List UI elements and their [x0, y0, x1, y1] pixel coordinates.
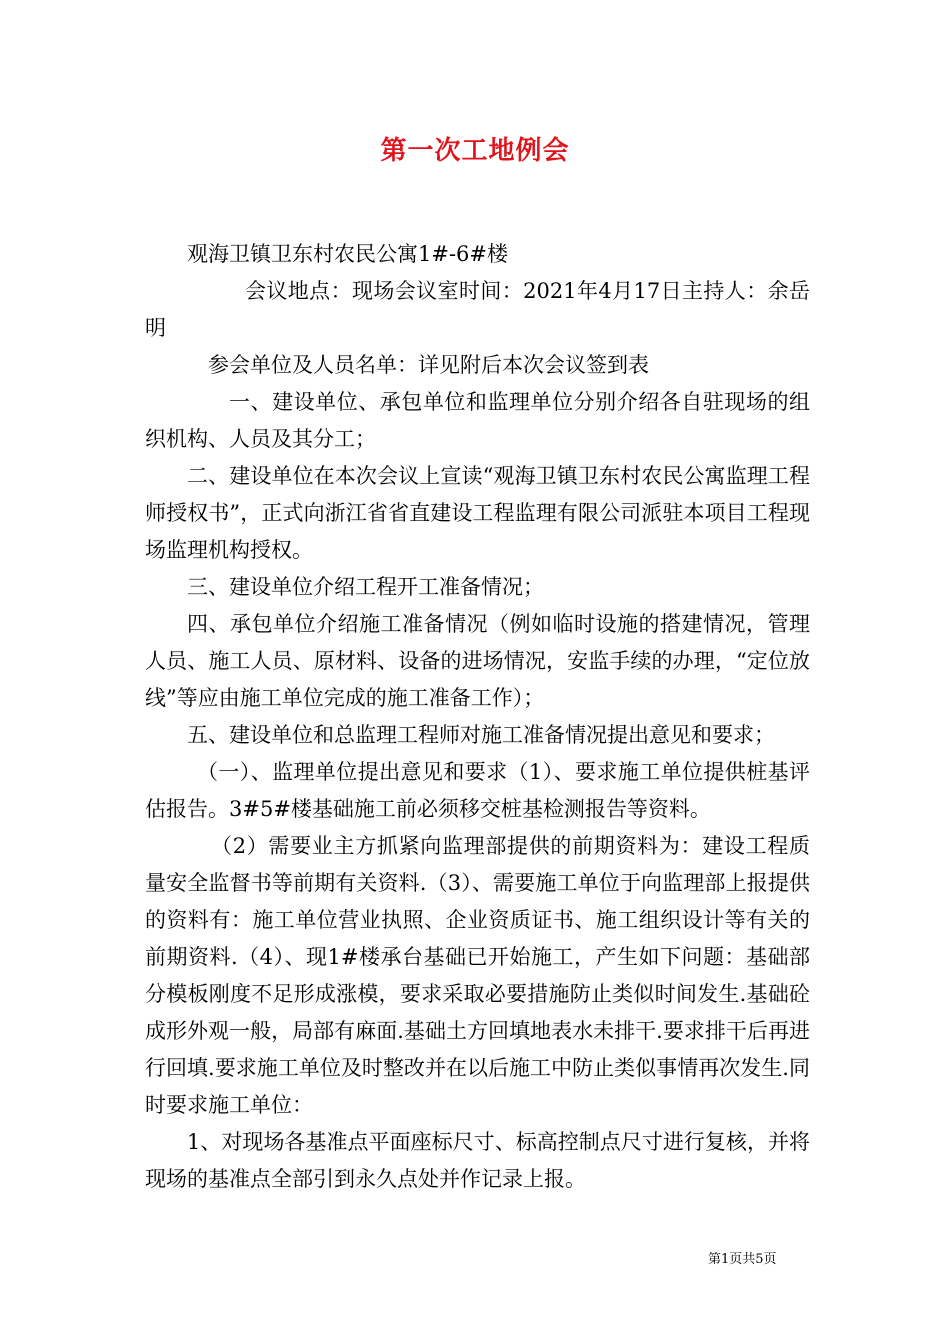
project-name-line: 观海卫镇卫东村农民公寓1#-6#楼 [187, 242, 509, 266]
agenda-item-1: 一、建设单位、承包单位和监理单位分别介绍各自驻现场的组织机构、人员及其分工； [145, 390, 810, 451]
agenda-item-2: 二、建设单位在本次会议上宣读“观海卫镇卫东村农民公寓监理工程师授权书”，正式向浙江省省直建设工程监理有限公司派驻本项目工程现场监理机构授权。 [145, 464, 810, 562]
page-number: 第1页共5页 [708, 1252, 777, 1267]
requirement-item-1: 1、对现场各基准点平面座标尺寸、标高控制点尺寸进行复核，并将现场的基准点全部引到永久点处并作记录上报。 [145, 1130, 810, 1191]
page-title: 第一次工地例会 [380, 136, 570, 166]
supervision-opinion-1: （一）、监理单位提出意见和要求（1）、要求施工单位提供桩基评估报告。3#5#楼基础施工前必须移交桩基检测报告等资料。 [145, 760, 810, 821]
supervision-opinion-2: （2）需要业主方抓紧向监理部提供的前期资料为：建设工程质量安全监督书等前期有关资料.（3）、需要施工单位于向监理部上报提供的资料有：施工单位营业执照、企业资质证书、施工组织设计等有关的前期资料.（4）、现1#楼承台基础已开始施工，产生如下问题：基础部分模板刚度不足形成涨模，要求采取必要措施防止类似时间发生.基础砼成形外观一般，局部有麻面.基础土方回填地表水未排干.要求排干后再进行回填.要求施工单位及时整改并在以后施工中防止类似事情再次发生.同时要求施工单位： [145, 834, 810, 1117]
agenda-item-5: 五、建设单位和总监理工程师对施工准备情况提出意见和要求； [187, 723, 775, 747]
meeting-info-line: 会议地点：现场会议室时间：2021年4月17日主持人：余岳明 [145, 279, 810, 340]
agenda-item-3: 三、建设单位介绍工程开工准备情况； [187, 575, 544, 599]
document-body [145, 236, 810, 1198]
agenda-item-4: 四、承包单位介绍施工准备情况（例如临时设施的搭建情况，管理人员、施工人员、原材料、设备的进场情况，安监手续的办理，“定位放线”等应由施工单位完成的施工准备工作）； [145, 612, 810, 710]
attendees-line: 参会单位及人员名单：详见附后本次会议签到表 [208, 353, 649, 377]
